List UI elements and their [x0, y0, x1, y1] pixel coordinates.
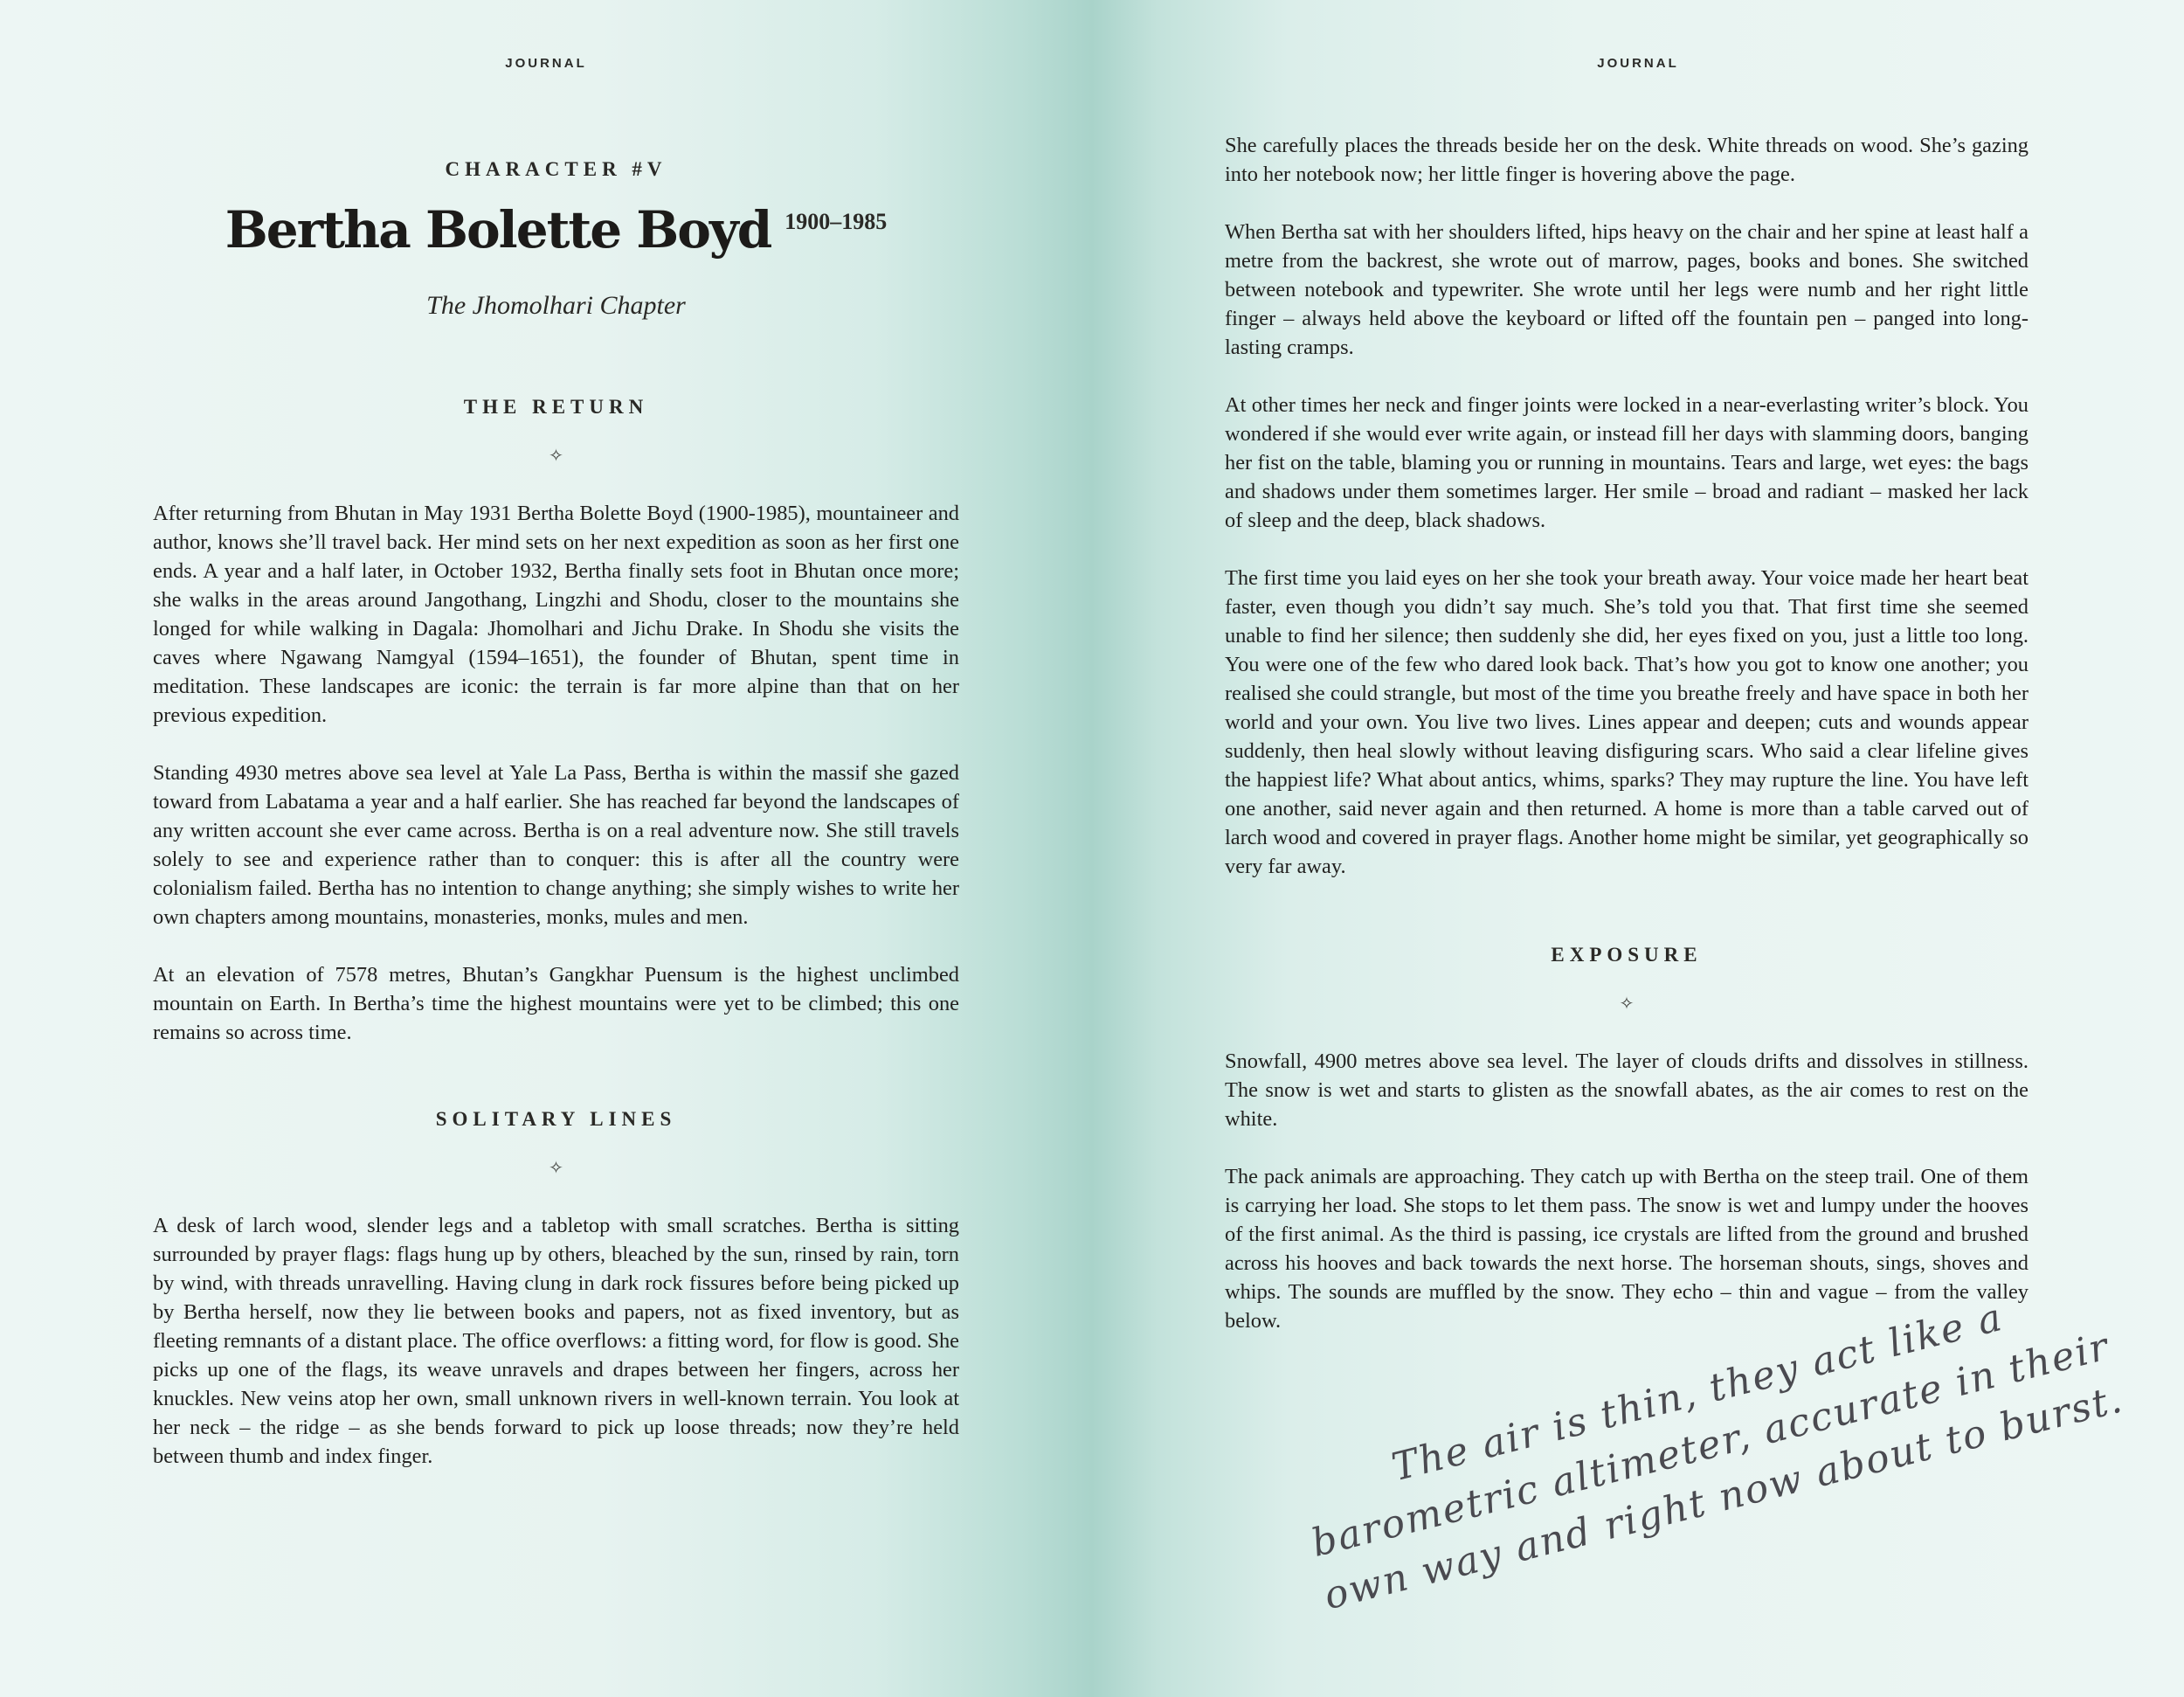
paragraph: The pack animals are approaching. They catch up with Bertha on the steep trail. One of them is carrying her load. She stops to let them pass. The snow is wet and lumpy under the hooves of the first animal. As the third is passing, ice crystals are lifted from the ground and brushed across his hooves and back towards the next horse. The horseman shouts, sings, shoves and whips. The sounds are muffled by the snow. They echo – thin and vague – from the valley below.: [1225, 1165, 2028, 1333]
paragraph: She carefully places the threads beside her on the desk. White threads on wood. She’s gazing into her notebook now; her little finger is hovering above the page.: [1225, 134, 2028, 186]
section-heading-exposure: EXPOSURE: [1551, 944, 1703, 966]
paragraph: The first time you laid eyes on her she took your breath away. Your voice made her heart beat faster, even though you didn’t say much. She’s told you that. That first time she seemed unable to find her silence; then suddenly she did, her eyes fixed on you, just a little too long. You were one of the few who dared look back. That’s how you got to know one another; you realised she could strangle, but most of the time you breathe freely and have space in both her world and your own. You live two lives. Lines appear and deepen; cuts and wounds appear suddenly, then heal slowly without leaving disfiguring scars. Who said a clear lifeline gives the happiest life? What about antics, whims, sparks? They may rupture the line. You have left one another, said never again and then returned. A home is more than a table carved out of larch wood and covered in prayer flags. Another home might be similar, yet geographically so very far away.: [1225, 566, 2028, 878]
ornament-star-icon: ✧: [549, 1157, 563, 1178]
character-name: Bertha Bolette Boyd: [225, 200, 771, 260]
section-heading-solitary-lines: SOLITARY LINES: [435, 1108, 677, 1130]
title-row: [153, 200, 959, 265]
paragraph: At an elevation of 7578 metres, Bhutan’s Gangkhar Puensum is the highest unclimbed mountain on Earth. In Bertha’s time the highest mountains were yet to be climbed; this one remains so across time.: [153, 963, 959, 1044]
character-years: 1900–1985: [784, 209, 888, 234]
handwritten-note: The air is thin, they act like a barometric altimeter, accurate in their own way and right now about to burst.: [1307, 1294, 2128, 1619]
left-column: [153, 153, 959, 1500]
paragraph: When Bertha sat with her shoulders lifted, hips heavy on the chair and her spine at least half a metre from the backrest, she wrote out of marrow, pages, books and bones. She switched between notebook and typewriter. She wrote until her legs were numb and her right little finger – always held above the keyboard or lifted off the fountain pen – panged into long-lasting cramps.: [1225, 220, 2028, 359]
ornament-star-icon: ✧: [549, 445, 563, 466]
paragraph: A desk of larch wood, slender legs and a tabletop with small scratches. Bertha is sitting surrounded by prayer flags: flags hung up by others, bleached by the sun, rinsed by rain, torn by wind, with threads unravelling. Having clung in dark rock fissures before being picked up by Bertha herself, now they lie between books and papers, not as fixed inventory, but as fleeting remnants of a distant place. The office overflows: a fitting word, for flow is good. She picks up one of the flags, its weave unravels and drapes between her fingers, across her knuckles. New veins atop her own, small unknown rivers in well-known terrain. You look at her neck – the ridge – as she bends forward to pick up loose threads; now they’re held between thumb and index finger.: [153, 1214, 959, 1468]
paragraph: Snowfall, 4900 metres above sea level. The layer of clouds drifts and dissolves in stillness. The snow is wet and starts to glisten as the snowfall abates, as the air comes to rest on the white.: [1225, 1049, 2028, 1131]
character-number: CHARACTER #V: [445, 158, 667, 180]
paragraph: Standing 4930 metres above sea level at Yale La Pass, Bertha is within the massif she gazed toward from Labatama a year and a half earlier. She has reached far beyond the landscapes of any written account she ever came across. Bertha is on a real adventure now. She still travels solely to see and experience rather than to conquer: this is after all the country were colonialism failed. Bertha has no intention to change anything; she simply wishes to write her own chapters among mountains, monasteries, monks, mules and men.: [153, 761, 959, 929]
right-column: [1225, 131, 2028, 1364]
paragraph: After returning from Bhutan in May 1931 Bertha Bolette Boyd (1900-1985), mountaineer and author, knows she’ll travel back. Her mind sets on her next expedition as soon as her first one ends. A year and a half later, in October 1932, Bertha finally sets foot in Bhutan once more; she walks in the areas around Jangothang, Lingzhi and Shodu, closer to the mountains she longed for while walking in Dagala: Jhomolhari and Jichu Drake. In Shodu she visits the caves where Ngawang Namgyal (1594–1651), the founder of Bhutan, spent time in meditation. These landscapes are iconic: the terrain is far more alpine than that on her previous expedition.: [153, 502, 959, 727]
paragraph: At other times her neck and finger joints were locked in a near-everlasting writer’s block. You wondered if she would ever write again, or instead fill her days with slamming doors, banging her fist on the table, blaming you or running in mountains. Tears and large, wet eyes: the bags and shadows under them sometimes larger. Her smile – broad and radiant – masked her lack of sleep and the deep, black shadows.: [1225, 393, 2028, 532]
ornament-star-icon: ✧: [1619, 993, 1635, 1014]
running-head-left: JOURNAL: [505, 56, 587, 71]
section-heading-return: THE RETURN: [463, 396, 649, 418]
chapter-title: The Jhomolhari Chapter: [426, 291, 686, 320]
running-head-right: JOURNAL: [1597, 56, 1679, 71]
